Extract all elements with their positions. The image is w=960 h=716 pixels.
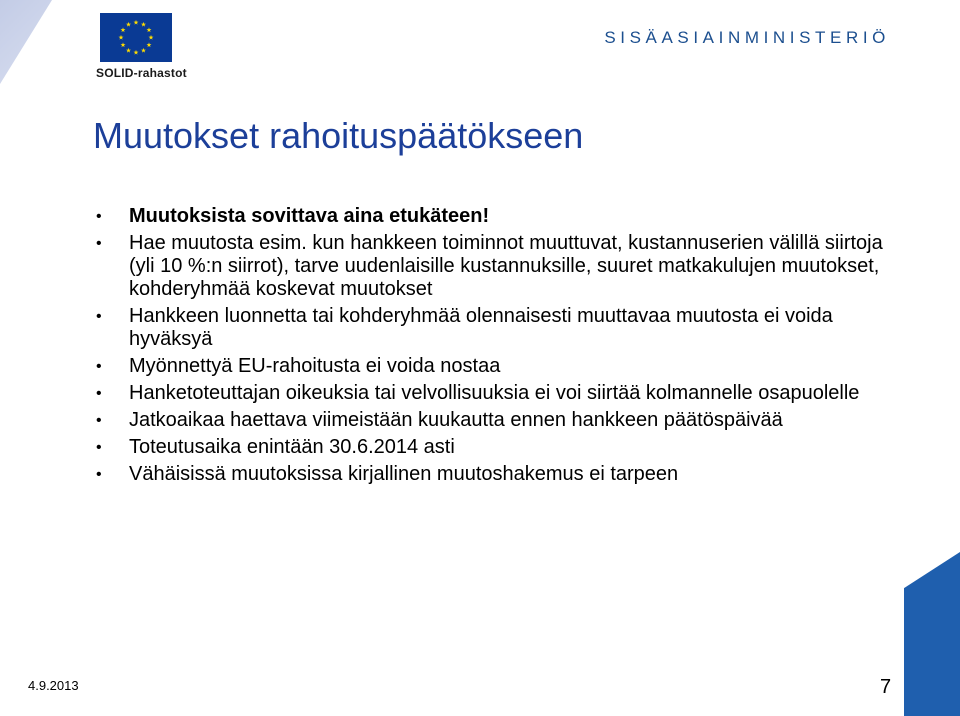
eu-star-icon <box>126 48 131 53</box>
ministry-name: SISÄASIAINMINISTERIÖ <box>604 28 890 47</box>
bullet-item: • Myönnettyä EU-rahoitusta ei voida nostaa <box>96 355 501 377</box>
eu-star-icon <box>126 22 131 27</box>
eu-star-icon <box>121 27 126 32</box>
bullet-item: • Muutoksista sovittava aina etukäteen! <box>96 205 490 227</box>
eu-star-icon <box>147 27 152 32</box>
bullet-item: • Hae muutosta esim. kun hankkeen toiminnot muuttuvat, kustannuserien välillä siirtoja (yli 10 %:n siirrot), tarve uudenlaisille kustannuksille, suuret matkakulujen muutokset, kohderyhmää koskevat muutokset <box>96 232 883 300</box>
slide-title: Muutokset rahoituspäätökseen <box>93 115 584 156</box>
decorative-corner-bottom-right <box>904 552 960 716</box>
footer-date: 4.9.2013 <box>28 678 79 693</box>
bullet-icon: • <box>96 208 102 225</box>
bullet-icon: • <box>96 385 102 402</box>
solid-rahastot-logo-text: SOLID-rahastot <box>96 66 187 80</box>
eu-star-icon <box>121 42 126 47</box>
bullet-icon: • <box>96 235 102 252</box>
bullet-icon: • <box>96 466 102 483</box>
eu-star-icon <box>134 20 139 25</box>
eu-star-icon <box>147 42 152 47</box>
bullet-item: • Toteutusaika enintään 30.6.2014 asti <box>96 436 455 458</box>
decorative-corner-top-left <box>0 0 52 84</box>
bullet-icon: • <box>96 358 102 375</box>
eu-star-icon <box>141 22 146 27</box>
bullet-list <box>93 205 893 490</box>
eu-star-icon <box>141 48 146 53</box>
page-number: 7 <box>880 676 892 698</box>
bullet-item: • Hankkeen luonnetta tai kohderyhmää olennaisesti muuttavaa muutosta ei voida hyväksyä <box>96 305 833 350</box>
bullet-icon: • <box>96 439 102 456</box>
bullet-icon: • <box>96 412 102 429</box>
bullet-item: • Vähäisissä muutoksissa kirjallinen muutoshakemus ei tarpeen <box>96 463 679 485</box>
eu-star-icon <box>134 50 139 55</box>
eu-star-icon <box>119 35 124 40</box>
bullet-item: • Jatkoaikaa haettava viimeistään kuukautta ennen hankkeen päätöspäivää <box>96 409 783 431</box>
eu-star-icon <box>149 35 154 40</box>
eu-flag-logo <box>100 13 172 62</box>
bullet-item: • Hanketoteuttajan oikeuksia tai velvollisuuksia ei voi siirtää kolmannelle osapuolelle <box>96 382 860 404</box>
bullet-icon: • <box>96 308 102 325</box>
